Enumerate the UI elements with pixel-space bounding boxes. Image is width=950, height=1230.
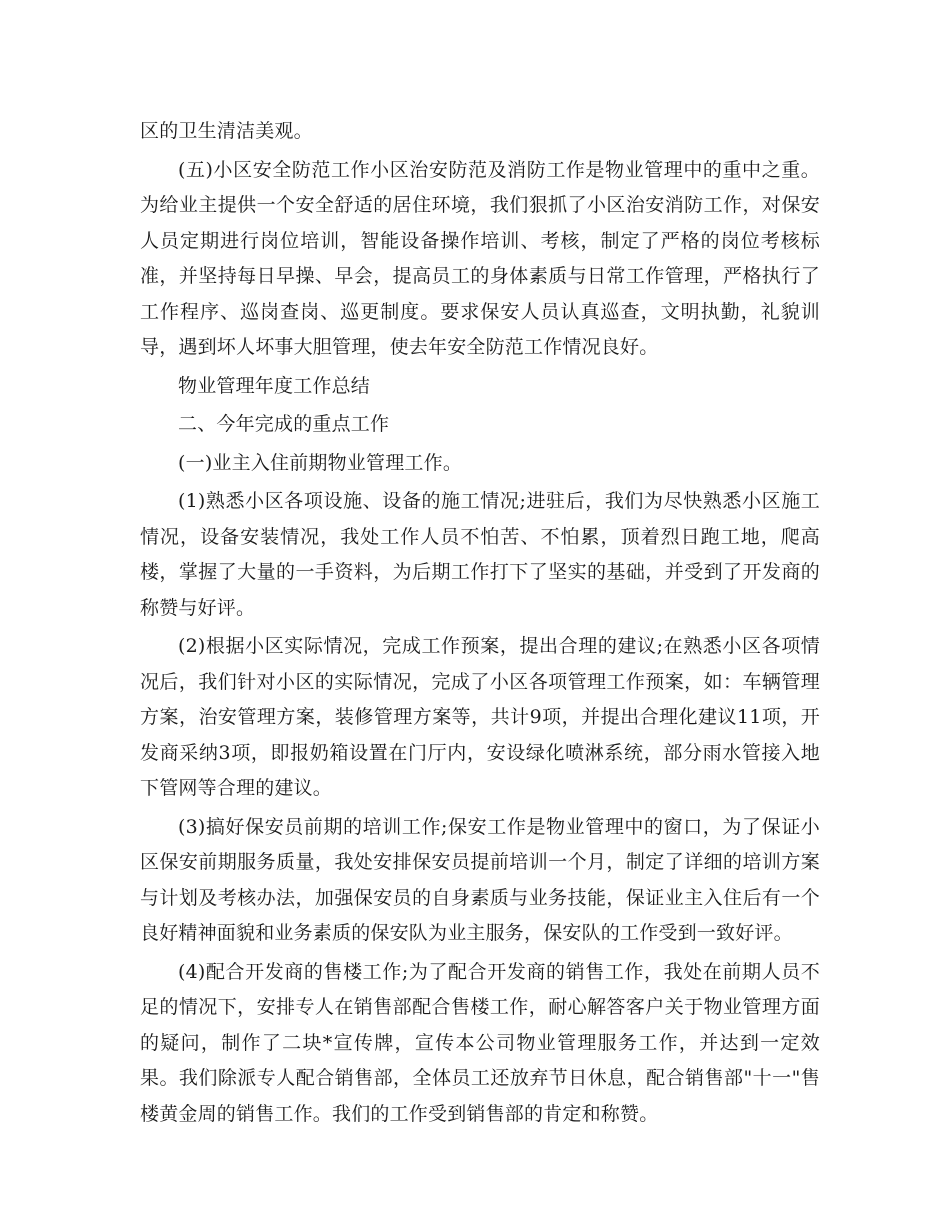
paragraph-item-1: (1)熟悉小区各项设施、设备的施工情况;进驻后，我们为尽快熟悉小区施工情况，设备安装情况，我处工作人员不怕苦、不怕累，顶着烈日跑工地，爬高楼，掌握了大量的一手资料，为后期工作打下了坚实的基础，并受到了开发商的称赞与好评。	[140, 490, 820, 619]
paragraph-item-4: (4)配合开发商的售楼工作;为了配合开发商的销售工作，我处在前期人员不足的情况下，安排专人在销售部配合售楼工作，耐心解答客户关于物业管理方面的疑问，制作了二块*宣传牌，宣传本公司物业管理服务工作，并达到一定效果。我们除派专人配合销售部，全体员工还放弃节日休息，配合销售部"十一"售楼黄金周的销售工作。我们的工作受到销售部的肯定和称赞。	[140, 960, 820, 1125]
paragraph-continuation: 区的卫生清洁美观。	[140, 120, 313, 142]
paragraph-item-2: (2)根据小区实际情况，完成工作预案，提出合理的建议;在熟悉小区各项情况后，我们针对小区的实际情况，完成了小区各项管理工作预案，如：车辆管理方案，治安管理方案，装修管理方案等，共计9项，并提出合理化建议11项，开发商采纳3项，即报奶箱设置在门厅内，安设绿化喷淋系统，部分雨水管接入地下管网等合理的建议。	[140, 635, 820, 799]
section-heading-key-work: 二、今年完成的重点工作	[178, 413, 390, 435]
document-title: 物业管理年度工作总结	[178, 374, 371, 397]
document-body	[140, 114, 820, 1135]
subsection-heading-one: (一)业主入住前期物业管理工作。	[178, 451, 463, 474]
paragraph-section-five: (五)小区安全防范工作小区治安防范及消防工作是物业管理中的重中之重。为给业主提供一个安全舒适的居住环境，我们狠抓了小区治安消防工作，对保安人员定期进行岗位培训，智能设备操作培训、考核，制定了严格的岗位考核标准，并坚持每日早操、早会，提高员工的身体素质与日常工作管理，严格执行了工作程序、巡岗查岗、巡更制度。要求保安人员认真巡查，文明执勤，礼貌训导，遇到坏人坏事大胆管理，使去年安全防范工作情况良好。	[140, 158, 820, 358]
paragraph-item-3: (3)搞好保安员前期的培训工作;保安工作是物业管理中的窗口，为了保证小区保安前期服务质量，我处安排保安员提前培训一个月，制定了详细的培训方案与计划及考核办法，加强保安员的自身素质与业务技能，保证业主入住后有一个良好精神面貌和业务素质的保安队为业主服务，保安队的工作受到一致好评。	[140, 815, 820, 944]
